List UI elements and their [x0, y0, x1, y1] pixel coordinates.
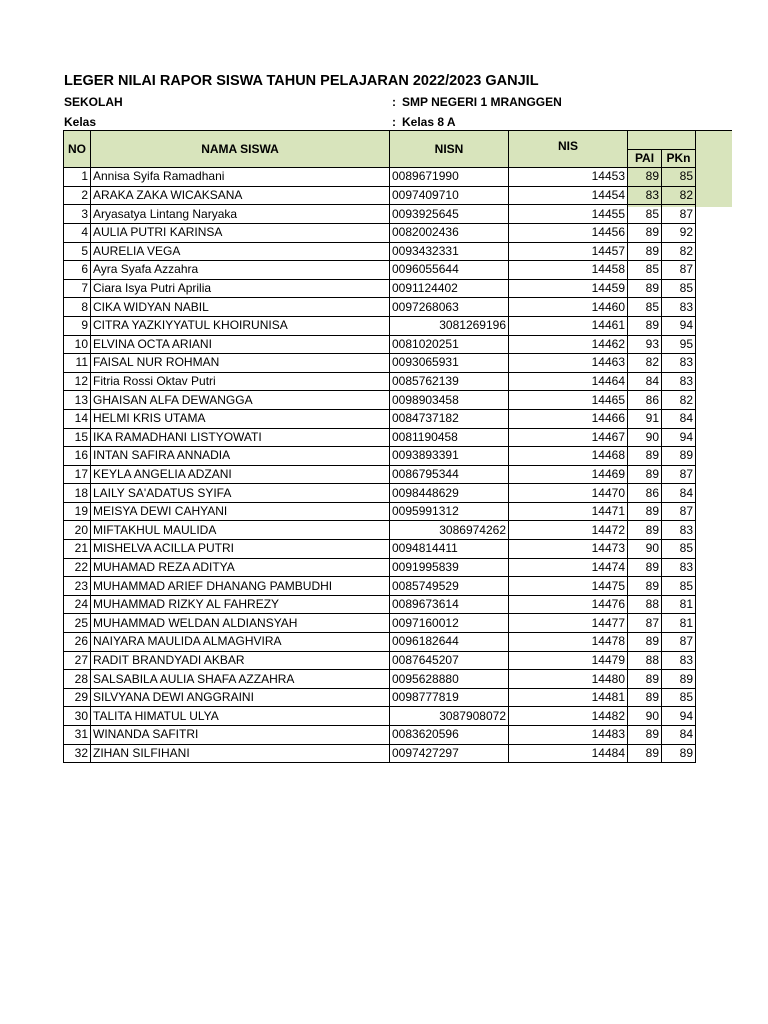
table-row — [64, 391, 696, 410]
row-nama: FAISAL NUR ROHMAN — [91, 354, 390, 373]
table-row — [64, 242, 696, 261]
row-nisn: 0097268063 — [390, 298, 509, 317]
row-pkn: 89 — [662, 744, 696, 763]
row-pai: 89 — [628, 670, 662, 689]
row-no: 13 — [64, 391, 91, 410]
row-nis: 14479 — [509, 651, 628, 670]
row-pai: 93 — [628, 335, 662, 354]
table-row — [64, 670, 696, 689]
row-pkn: 85 — [662, 577, 696, 596]
row-nama: RADIT BRANDYADI AKBAR — [91, 651, 390, 670]
row-nama: IKA RAMADHANI LISTYOWATI — [91, 428, 390, 447]
row-nis: 14478 — [509, 633, 628, 652]
row-pkn: 87 — [662, 261, 696, 280]
row-nisn: 3087908072 — [390, 707, 509, 726]
row-nis: 14468 — [509, 447, 628, 466]
row-pkn: 83 — [662, 558, 696, 577]
row-no: 8 — [64, 298, 91, 317]
row-no: 11 — [64, 354, 91, 373]
header-pkn: PKn — [662, 149, 696, 168]
row-pkn: 83 — [662, 521, 696, 540]
table-row — [64, 577, 696, 596]
table-row — [64, 354, 696, 373]
row-nis: 14470 — [509, 484, 628, 503]
row-pai: 89 — [628, 577, 662, 596]
row-no: 22 — [64, 558, 91, 577]
table-row — [64, 707, 696, 726]
row-pai: 88 — [628, 651, 662, 670]
row-no: 10 — [64, 335, 91, 354]
row-pai: 91 — [628, 409, 662, 428]
row-nisn: 0094814411 — [390, 540, 509, 559]
row-no: 20 — [64, 521, 91, 540]
row-pai: 89 — [628, 465, 662, 484]
row-no: 26 — [64, 633, 91, 652]
table-row — [64, 205, 696, 224]
row-nisn: 0083620596 — [390, 726, 509, 745]
row-nisn: 0095628880 — [390, 670, 509, 689]
row-nama: MISHELVA ACILLA PUTRI — [91, 540, 390, 559]
row-pkn: 83 — [662, 651, 696, 670]
row-nisn: 0085749529 — [390, 577, 509, 596]
row-no: 7 — [64, 279, 91, 298]
row-nama: LAILY SA'ADATUS SYIFA — [91, 484, 390, 503]
row-nis: 14475 — [509, 577, 628, 596]
table-row — [64, 447, 696, 466]
row-nis: 14457 — [509, 242, 628, 261]
table-row — [64, 279, 696, 298]
row-nisn: 0093432331 — [390, 242, 509, 261]
table-row — [64, 484, 696, 503]
row-nama: SALSABILA AULIA SHAFA AZZAHRA — [91, 670, 390, 689]
row-nama: ELVINA OCTA ARIANI — [91, 335, 390, 354]
row-nisn: 0093065931 — [390, 354, 509, 373]
row-nisn: 0098448629 — [390, 484, 509, 503]
row-no: 27 — [64, 651, 91, 670]
table-row — [64, 428, 696, 447]
row-pai: 86 — [628, 484, 662, 503]
row-no: 31 — [64, 726, 91, 745]
row-nisn: 0097409710 — [390, 186, 509, 205]
row-nisn: 0096055644 — [390, 261, 509, 280]
row-no: 29 — [64, 688, 91, 707]
row-nis: 14465 — [509, 391, 628, 410]
row-pai: 90 — [628, 540, 662, 559]
header-nis: NIS — [509, 131, 628, 168]
row-no: 5 — [64, 242, 91, 261]
row-no: 3 — [64, 205, 91, 224]
row-pai: 87 — [628, 614, 662, 633]
table-row — [64, 465, 696, 484]
row-nama: ARAKA ZAKA WICAKSANA — [91, 186, 390, 205]
row-nama: MUHAMMAD RIZKY AL FAHREZY — [91, 595, 390, 614]
row-pkn: 89 — [662, 447, 696, 466]
row-nisn: 0093925645 — [390, 205, 509, 224]
row-no: 16 — [64, 447, 91, 466]
row-pkn: 82 — [662, 242, 696, 261]
row-nama: INTAN SAFIRA ANNADIA — [91, 447, 390, 466]
row-no: 1 — [64, 168, 91, 187]
row-nisn: 0097427297 — [390, 744, 509, 763]
row-nis: 14473 — [509, 540, 628, 559]
table-row — [64, 168, 696, 187]
row-nis: 14462 — [509, 335, 628, 354]
grades-table — [63, 130, 696, 763]
row-pai: 85 — [628, 205, 662, 224]
row-nis: 14463 — [509, 354, 628, 373]
row-nisn: 0098777819 — [390, 688, 509, 707]
row-pkn: 87 — [662, 205, 696, 224]
row-pai: 84 — [628, 372, 662, 391]
row-pkn: 94 — [662, 428, 696, 447]
header-pai: PAI — [628, 149, 662, 168]
row-nama: Fitria Rossi Oktav Putri — [91, 372, 390, 391]
row-pkn: 82 — [662, 391, 696, 410]
row-nama: CIKA WIDYAN NABIL — [91, 298, 390, 317]
row-nisn: 3086974262 — [390, 521, 509, 540]
row-nisn: 0081020251 — [390, 335, 509, 354]
row-pai: 83 — [628, 186, 662, 205]
row-pai: 89 — [628, 726, 662, 745]
subject-group-blank — [628, 131, 696, 150]
row-nisn: 0084737182 — [390, 409, 509, 428]
row-pai: 89 — [628, 279, 662, 298]
row-pai: 89 — [628, 447, 662, 466]
row-pai: 85 — [628, 298, 662, 317]
row-nama: MEISYA DEWI CAHYANI — [91, 502, 390, 521]
row-pkn: 84 — [662, 726, 696, 745]
table-row — [64, 335, 696, 354]
row-no: 28 — [64, 670, 91, 689]
header-nama-siswa: NAMA SISWA — [91, 131, 390, 168]
row-pai: 89 — [628, 558, 662, 577]
row-nis: 14476 — [509, 595, 628, 614]
class-label: Kelas — [64, 115, 97, 129]
row-pkn: 94 — [662, 316, 696, 335]
row-pai: 89 — [628, 521, 662, 540]
table-row — [64, 688, 696, 707]
row-nis: 14456 — [509, 223, 628, 242]
row-nama: TALITA HIMATUL ULYA — [91, 707, 390, 726]
table-row — [64, 726, 696, 745]
class-value: Kelas 8 A — [402, 115, 456, 129]
row-nis: 14461 — [509, 316, 628, 335]
row-nis: 14484 — [509, 744, 628, 763]
table-row — [64, 595, 696, 614]
row-pkn: 87 — [662, 633, 696, 652]
row-nis: 14460 — [509, 298, 628, 317]
row-pkn: 92 — [662, 223, 696, 242]
row-no: 21 — [64, 540, 91, 559]
row-no: 2 — [64, 186, 91, 205]
row-pkn: 85 — [662, 279, 696, 298]
row-nisn: 0093893391 — [390, 447, 509, 466]
row-nisn: 3081269196 — [390, 316, 509, 335]
row-no: 25 — [64, 614, 91, 633]
row-pai: 89 — [628, 168, 662, 187]
row-nama: Annisa Syifa Ramadhani — [91, 168, 390, 187]
row-nisn: 0091995839 — [390, 558, 509, 577]
school-separator: : — [392, 95, 396, 109]
table-row — [64, 409, 696, 428]
row-nama: Ayra Syafa Azzahra — [91, 261, 390, 280]
row-pai: 89 — [628, 688, 662, 707]
row-pai: 90 — [628, 428, 662, 447]
row-pkn: 87 — [662, 502, 696, 521]
row-no: 24 — [64, 595, 91, 614]
row-nisn: 0096182644 — [390, 633, 509, 652]
table-row — [64, 502, 696, 521]
row-nis: 14453 — [509, 168, 628, 187]
row-pai: 89 — [628, 242, 662, 261]
row-pkn: 89 — [662, 670, 696, 689]
table-row — [64, 651, 696, 670]
row-pkn: 84 — [662, 409, 696, 428]
row-nama: MUHAMMAD ARIEF DHANANG PAMBUDHI — [91, 577, 390, 596]
table-row — [64, 540, 696, 559]
row-no: 15 — [64, 428, 91, 447]
row-nisn: 0089671990 — [390, 168, 509, 187]
row-nis: 14474 — [509, 558, 628, 577]
table-row — [64, 261, 696, 280]
row-nis: 14483 — [509, 726, 628, 745]
row-pai: 89 — [628, 633, 662, 652]
row-nama: AURELIA VEGA — [91, 242, 390, 261]
row-pai: 89 — [628, 223, 662, 242]
row-nis: 14472 — [509, 521, 628, 540]
row-no: 32 — [64, 744, 91, 763]
row-nama: ZIHAN SILFIHANI — [91, 744, 390, 763]
row-no: 4 — [64, 223, 91, 242]
row-nis: 14481 — [509, 688, 628, 707]
row-nama: MUHAMMAD WELDAN ALDIANSYAH — [91, 614, 390, 633]
row-nis: 14467 — [509, 428, 628, 447]
row-pkn: 84 — [662, 484, 696, 503]
table-row — [64, 614, 696, 633]
row-nama: MIFTAKHUL MAULIDA — [91, 521, 390, 540]
row-nama: KEYLA ANGELIA ADZANI — [91, 465, 390, 484]
row-nis: 14482 — [509, 707, 628, 726]
row-nisn: 0087645207 — [390, 651, 509, 670]
row-pkn: 81 — [662, 614, 696, 633]
table-row — [64, 558, 696, 577]
table-row — [64, 744, 696, 763]
row-pkn: 85 — [662, 540, 696, 559]
row-pai: 82 — [628, 354, 662, 373]
row-no: 30 — [64, 707, 91, 726]
table-row — [64, 298, 696, 317]
row-pai: 90 — [628, 707, 662, 726]
row-nama: NAIYARA MAULIDA ALMAGHVIRA — [91, 633, 390, 652]
row-no: 12 — [64, 372, 91, 391]
row-pai: 85 — [628, 261, 662, 280]
row-pai: 88 — [628, 595, 662, 614]
row-pai: 89 — [628, 502, 662, 521]
row-nis: 14469 — [509, 465, 628, 484]
row-nis: 14477 — [509, 614, 628, 633]
row-pkn: 83 — [662, 354, 696, 373]
row-no: 18 — [64, 484, 91, 503]
row-no: 14 — [64, 409, 91, 428]
row-pai: 89 — [628, 744, 662, 763]
row-pkn: 85 — [662, 168, 696, 187]
row-pkn: 82 — [662, 186, 696, 205]
row-nama: HELMI KRIS UTAMA — [91, 409, 390, 428]
row-pkn: 87 — [662, 465, 696, 484]
row-nisn: 0097160012 — [390, 614, 509, 633]
row-nisn: 0091124402 — [390, 279, 509, 298]
row-nama: Ciara Isya Putri Aprilia — [91, 279, 390, 298]
row-nisn: 0082002436 — [390, 223, 509, 242]
row-no: 17 — [64, 465, 91, 484]
row-pai: 86 — [628, 391, 662, 410]
table-row — [64, 372, 696, 391]
class-separator: : — [392, 115, 396, 129]
table-row — [64, 521, 696, 540]
row-nis: 14454 — [509, 186, 628, 205]
school-value: SMP NEGERI 1 MRANGGEN — [402, 95, 562, 109]
row-nisn: 0086795344 — [390, 465, 509, 484]
row-nama: MUHAMAD REZA ADITYA — [91, 558, 390, 577]
row-no: 9 — [64, 316, 91, 335]
row-nisn: 0095991312 — [390, 502, 509, 521]
row-nisn: 0081190458 — [390, 428, 509, 447]
table-row — [64, 633, 696, 652]
school-label: SEKOLAH — [64, 95, 123, 109]
row-pkn: 95 — [662, 335, 696, 354]
row-pkn: 83 — [662, 298, 696, 317]
row-pkn: 85 — [662, 688, 696, 707]
row-pkn: 81 — [662, 595, 696, 614]
row-nisn: 0098903458 — [390, 391, 509, 410]
row-pai: 89 — [628, 316, 662, 335]
row-nis: 14459 — [509, 279, 628, 298]
row-nis: 14455 — [509, 205, 628, 224]
row-nama: WINANDA SAFITRI — [91, 726, 390, 745]
table-row — [64, 186, 696, 205]
table-row — [64, 316, 696, 335]
row-nis: 14480 — [509, 670, 628, 689]
row-nis: 14471 — [509, 502, 628, 521]
row-no: 19 — [64, 502, 91, 521]
document-title: LEGER NILAI RAPOR SISWA TAHUN PELAJARAN 2022/2023 GANJIL — [64, 73, 539, 89]
row-nis: 14466 — [509, 409, 628, 428]
row-no: 23 — [64, 577, 91, 596]
row-nama: GHAISAN ALFA DEWANGGA — [91, 391, 390, 410]
row-nisn: 0085762139 — [390, 372, 509, 391]
row-nisn: 0089673614 — [390, 595, 509, 614]
row-nama: AULIA PUTRI KARINSA — [91, 223, 390, 242]
row-no: 6 — [64, 261, 91, 280]
row-nis: 14464 — [509, 372, 628, 391]
header-no: NO — [64, 131, 91, 168]
row-nis: 14458 — [509, 261, 628, 280]
row-nama: SILVYANA DEWI ANGGRAINI — [91, 688, 390, 707]
table-row — [64, 223, 696, 242]
row-pkn: 83 — [662, 372, 696, 391]
row-nama: Aryasatya Lintang Naryaka — [91, 205, 390, 224]
row-pkn: 94 — [662, 707, 696, 726]
row-nama: CITRA YAZKIYYATUL KHOIRUNISA — [91, 316, 390, 335]
header-nisn: NISN — [390, 131, 509, 168]
